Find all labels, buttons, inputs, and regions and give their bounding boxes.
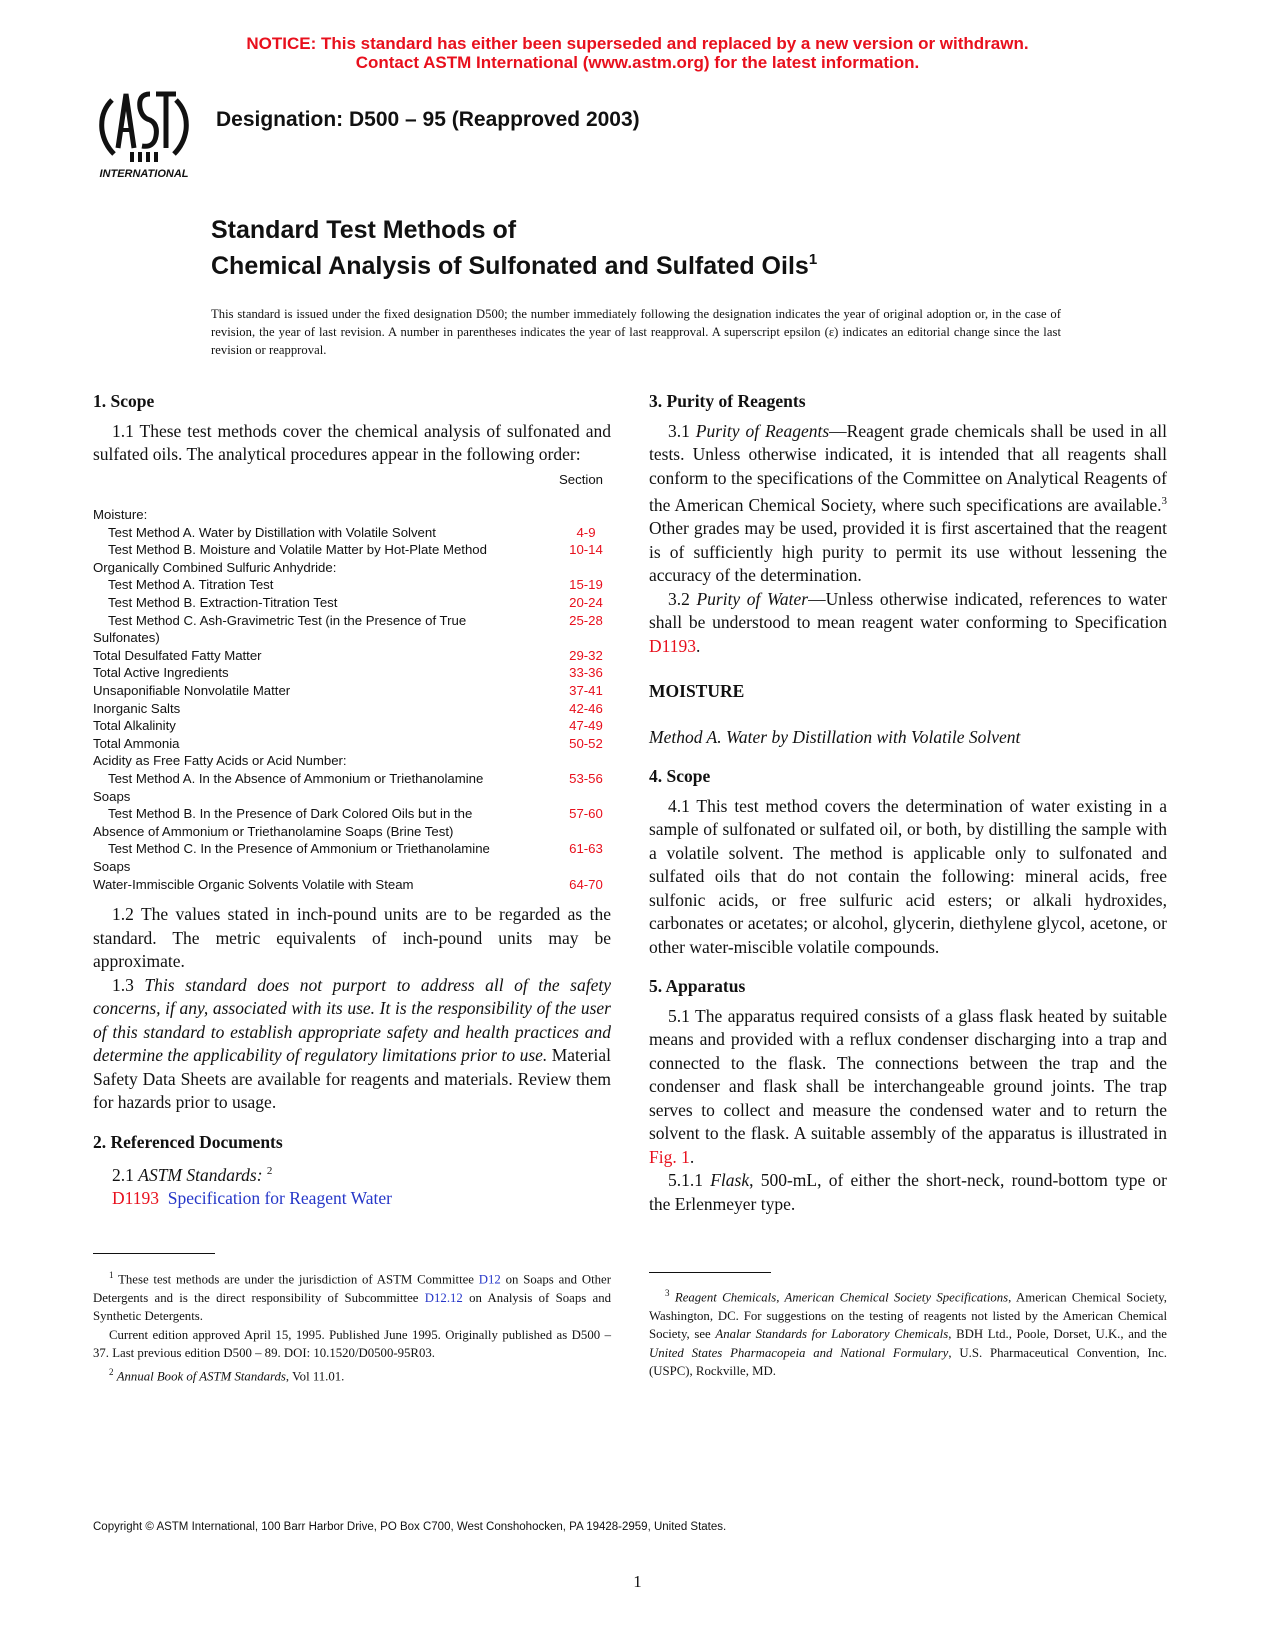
procedure-row xyxy=(93,805,611,823)
page-number: 1 xyxy=(633,1572,642,1591)
procedure-section-range[interactable]: 53-56 xyxy=(569,771,603,786)
title-line-1: Standard Test Methods of xyxy=(211,216,517,244)
procedure-label: Total Active Ingredients xyxy=(93,665,229,681)
procedure-label: Total Alkalinity xyxy=(93,718,176,734)
procedure-table xyxy=(93,471,611,894)
procedure-section-range xyxy=(561,752,611,770)
procedure-section-range[interactable]: 42-46 xyxy=(569,700,603,716)
procedure-row xyxy=(93,840,611,858)
title-footnote-mark: 1 xyxy=(808,251,818,268)
procedure-section-range[interactable]: 64-70 xyxy=(569,876,603,892)
logo-label: INTERNATIONAL xyxy=(99,168,189,180)
para-1-2: 1.2 The values stated in inch-pound units are to be regarded as the standard. The metric equivalents of inch-pound units may be approximate. xyxy=(93,904,611,972)
scope-heading: 1. Scope xyxy=(93,391,155,411)
left-column xyxy=(93,390,611,1211)
procedure-row xyxy=(93,506,611,524)
procedure-row xyxy=(93,576,611,594)
figure-1-link[interactable]: Fig. 1 xyxy=(649,1146,690,1167)
procedure-row xyxy=(93,559,611,577)
procedure-label: Test Method C. In the Presence of Ammonium or Triethanolamine xyxy=(108,841,490,857)
reference-code-link[interactable]: D1193 xyxy=(112,1188,159,1209)
procedure-label: Test Method A. In the Absence of Ammonium or Triethanolamine xyxy=(108,771,484,786)
subcommittee-d12-12-link[interactable]: D12.12 xyxy=(424,1290,463,1305)
procedure-section-range[interactable]: 4-9 xyxy=(576,524,596,540)
procedure-section-range[interactable]: 50-52 xyxy=(569,735,603,751)
para-4-1: 4.1 This test method covers the determination of water existing in a sample of sulfonated or sulfated oil, or both, by distilling the sample with a volatile solvent. The method is applicable only to sulfonated and sulfated oils that do not contain the following: mineral acids, free sulfonic acids, or free sulfuric acid esters; or alkali hydroxides, carbonates or acetates; or alcohol, glycerin, diethylene glycol, acetone, or other water-miscible volatile compounds. xyxy=(649,795,1167,957)
designation: Designation: D500 – 95 (Reapproved 2003) xyxy=(216,108,640,131)
procedure-section-range[interactable]: 61-63 xyxy=(569,841,603,857)
procedure-row xyxy=(93,594,611,612)
procedure-section-range xyxy=(561,506,611,524)
procedure-section-range[interactable]: 57-60 xyxy=(569,806,603,822)
astm-logo xyxy=(92,86,196,182)
right-column xyxy=(649,390,1167,1216)
procedure-row xyxy=(93,752,611,770)
procedure-table-rows xyxy=(93,506,611,893)
para-1-3: 1.3 This standard does not purport to address all of the safety concerns, if any, associated with its use. It is the responsibility of the user of this standard to establish appropriate safety and health practices and determine the applicability of regulatory limitations prior to use. Material Safety Data Sheets are available for reagents and materials. Review them for hazards prior to usage. xyxy=(93,974,612,1113)
section-column-header: Section xyxy=(559,471,603,487)
procedure-section-range xyxy=(561,823,611,841)
procedure-label: Test Method B. In the Presence of Dark Colored Oils but in the xyxy=(108,806,473,822)
procedure-section-range[interactable]: 29-32 xyxy=(569,647,603,663)
purity-heading: 3. Purity of Reagents xyxy=(649,391,806,411)
procedure-row xyxy=(93,735,611,753)
procedure-label: Organically Combined Sulfuric Anhydride: xyxy=(93,559,337,575)
procedure-row xyxy=(93,858,611,876)
procedure-label: Soaps xyxy=(93,858,131,874)
scope-4-heading: 4. Scope xyxy=(649,766,711,787)
procedure-label: Test Method B. Moisture and Volatile Matter by Hot-Plate Method xyxy=(108,542,487,558)
procedure-row xyxy=(93,541,611,559)
procedure-label: Inorganic Salts xyxy=(93,700,181,716)
procedure-row xyxy=(93,664,611,682)
title-line-2: Chemical Analysis of Sulfonated and Sulfated Oils$^1$ xyxy=(211,251,818,280)
referenced-documents-heading: 2. Referenced Documents xyxy=(93,1131,283,1152)
procedure-section-range xyxy=(561,788,611,806)
procedure-section-range[interactable]: 25-28 xyxy=(569,612,603,628)
procedure-label: Moisture: xyxy=(93,507,148,523)
issuance-note: This standard is issued under the fixed designation D500; the number immediately following the designation indicates the year of original adoption or, in the case of revision, the year of last revision. A number in parentheses indicates the year of last reapproval. A superscript epsilon (ε) indicates an editorial change since the last revision or reapproval. xyxy=(211,307,1061,357)
para-5-1: 5.1 The apparatus required consists of a glass flask heated by suitable means and provided with a reflux condenser discharging into a trap and connected to the flask. The connections between the trap and the condenser and flask shall be interchangeable ground joints. The trap serves to collect and measure the condensed water and to return the solvent to the flask. A suitable assembly of the apparatus is illustrated in Fig. 1. xyxy=(649,1005,1167,1167)
procedure-row xyxy=(93,682,611,700)
moisture-heading: MOISTURE xyxy=(649,681,745,702)
notice-line-1: NOTICE: This standard has either been superseded and replaced by a new version or withdrawn. xyxy=(246,34,1029,53)
procedure-section-range[interactable]: 47-49 xyxy=(569,718,603,734)
committee-d12-link[interactable]: D12 xyxy=(478,1272,501,1287)
astm-logo-icon xyxy=(92,86,196,182)
procedure-row xyxy=(93,629,611,647)
para-3-1: 3.1 Purity of Reagents—Reagent grade chemicals shall be used in all tests. Unless otherwise indicated, it is intended that all reagents shall conform to the specifications of the Committee on Analytical Reagents of the American Chemical Society, where such specifications are available.$^3$ Other grades may be used, provided it is first ascertained that the reagent is of sufficiently high purity to permit its use without lessening the accuracy of the determination. xyxy=(649,420,1167,586)
procedure-label: Test Method A. Water by Distillation with Volatile Solvent xyxy=(108,524,436,540)
footnote-2: $^2$ Annual Book of ASTM Standards, Vol 11.01. xyxy=(109,1366,345,1384)
procedure-label: Test Method B. Extraction-Titration Test xyxy=(108,595,338,611)
procedure-label: Sulfonates) xyxy=(93,630,160,646)
procedure-section-range[interactable]: 33-36 xyxy=(569,665,603,681)
procedure-row xyxy=(93,524,611,542)
withdrawal-notice xyxy=(0,34,1275,72)
procedure-row xyxy=(93,788,611,806)
procedure-section-range[interactable]: 20-24 xyxy=(569,595,603,611)
procedure-label: Absence of Ammonium or Triethanolamine Soaps (Brine Test) xyxy=(93,823,454,839)
left-footnotes xyxy=(93,1266,611,1386)
reference-d1193 xyxy=(93,1187,611,1211)
method-a-heading: Method A. Water by Distillation with Volatile Solvent xyxy=(649,726,1021,747)
notice-line-2: Contact ASTM International (www.astm.org) for the latest information. xyxy=(355,53,920,72)
procedure-row xyxy=(93,876,611,894)
procedure-label: Soaps xyxy=(93,788,131,804)
reference-title-link[interactable]: Specification for Reagent Water xyxy=(167,1188,392,1209)
procedure-row xyxy=(93,647,611,665)
para-3-2: 3.2 Purity of Water—Unless otherwise indicated, references to water shall be understood to mean reagent water conforming to Specification D1193. xyxy=(649,588,1168,656)
procedure-section-range[interactable]: 10-14 xyxy=(569,542,603,558)
procedure-section-range xyxy=(561,629,611,647)
procedure-label: Test Method C. Ash-Gravimetric Test (in the Presence of True xyxy=(108,612,467,628)
procedure-row xyxy=(93,770,611,788)
procedure-row xyxy=(93,717,611,735)
left-footnote-rule xyxy=(93,1253,215,1254)
procedure-section-range xyxy=(561,559,611,577)
procedure-section-range xyxy=(561,858,611,876)
procedure-label: Water-Immiscible Organic Solvents Volatile with Steam xyxy=(93,876,414,892)
document-title xyxy=(211,215,817,281)
procedure-row xyxy=(93,823,611,841)
procedure-label: Acidity as Free Fatty Acids or Acid Number: xyxy=(93,753,347,769)
para-2-1: 2.1 ASTM Standards: $^2$ xyxy=(112,1164,273,1185)
procedure-section-range[interactable]: 15-19 xyxy=(569,577,603,593)
procedure-label: Total Ammonia xyxy=(93,735,180,751)
procedure-label: Unsaponifiable Nonvolatile Matter xyxy=(93,683,291,699)
procedure-row xyxy=(93,612,611,630)
procedure-section-range[interactable]: 37-41 xyxy=(569,683,603,699)
procedure-label: Test Method A. Titration Test xyxy=(108,577,274,593)
footnote-1-edition: Current edition approved April 15, 1995. Published June 1995. Originally published as D500 – 37. Last previous edition D500 – 89. DOI: 10.1520/D0500-95R03. xyxy=(93,1327,611,1361)
spec-d1193-link[interactable]: D1193 xyxy=(649,635,696,656)
footnote-1: $^1$ These test methods are under the jurisdiction of ASTM Committee D12 on Soaps and Other Detergents and is the direct responsibility of Subcommittee D12.12 on Analysis of Soaps and Synthetic Detergents. xyxy=(93,1270,612,1324)
procedure-row xyxy=(93,700,611,718)
right-footnotes xyxy=(649,1284,1167,1381)
para-1-1: 1.1 These test methods cover the chemical analysis of sulfonated and sulfated oils. The analytical procedures appear in the following order: xyxy=(93,420,611,464)
procedure-label: Total Desulfated Fatty Matter xyxy=(93,647,262,663)
apparatus-heading: 5. Apparatus xyxy=(649,976,746,997)
right-footnote-rule xyxy=(649,1272,771,1273)
para-5-1-1: 5.1.1 Flask, 500-mL, of either the short-neck, round-bottom type or the Erlenmeyer type. xyxy=(649,1170,1168,1214)
copyright-line: Copyright © ASTM International, 100 Barr Harbor Drive, PO Box C700, West Conshohocken, PA 19428-2959, United States. xyxy=(93,1521,727,1533)
footnote-3: $^3$ Reagent Chemicals, American Chemical Society Specifications, American Chemical Society, Washington, DC. For suggestions on the testing of reagents not listed by the American Chemical Society, see Analar Standards for Laboratory Chemicals, BDH Ltd., Poole, Dorset, U.K., and the United States Pharmacopeia and National Formulary, U.S. Pharmaceutical Convention, Inc. (USPC), Rockville, MD. xyxy=(649,1288,1167,1379)
